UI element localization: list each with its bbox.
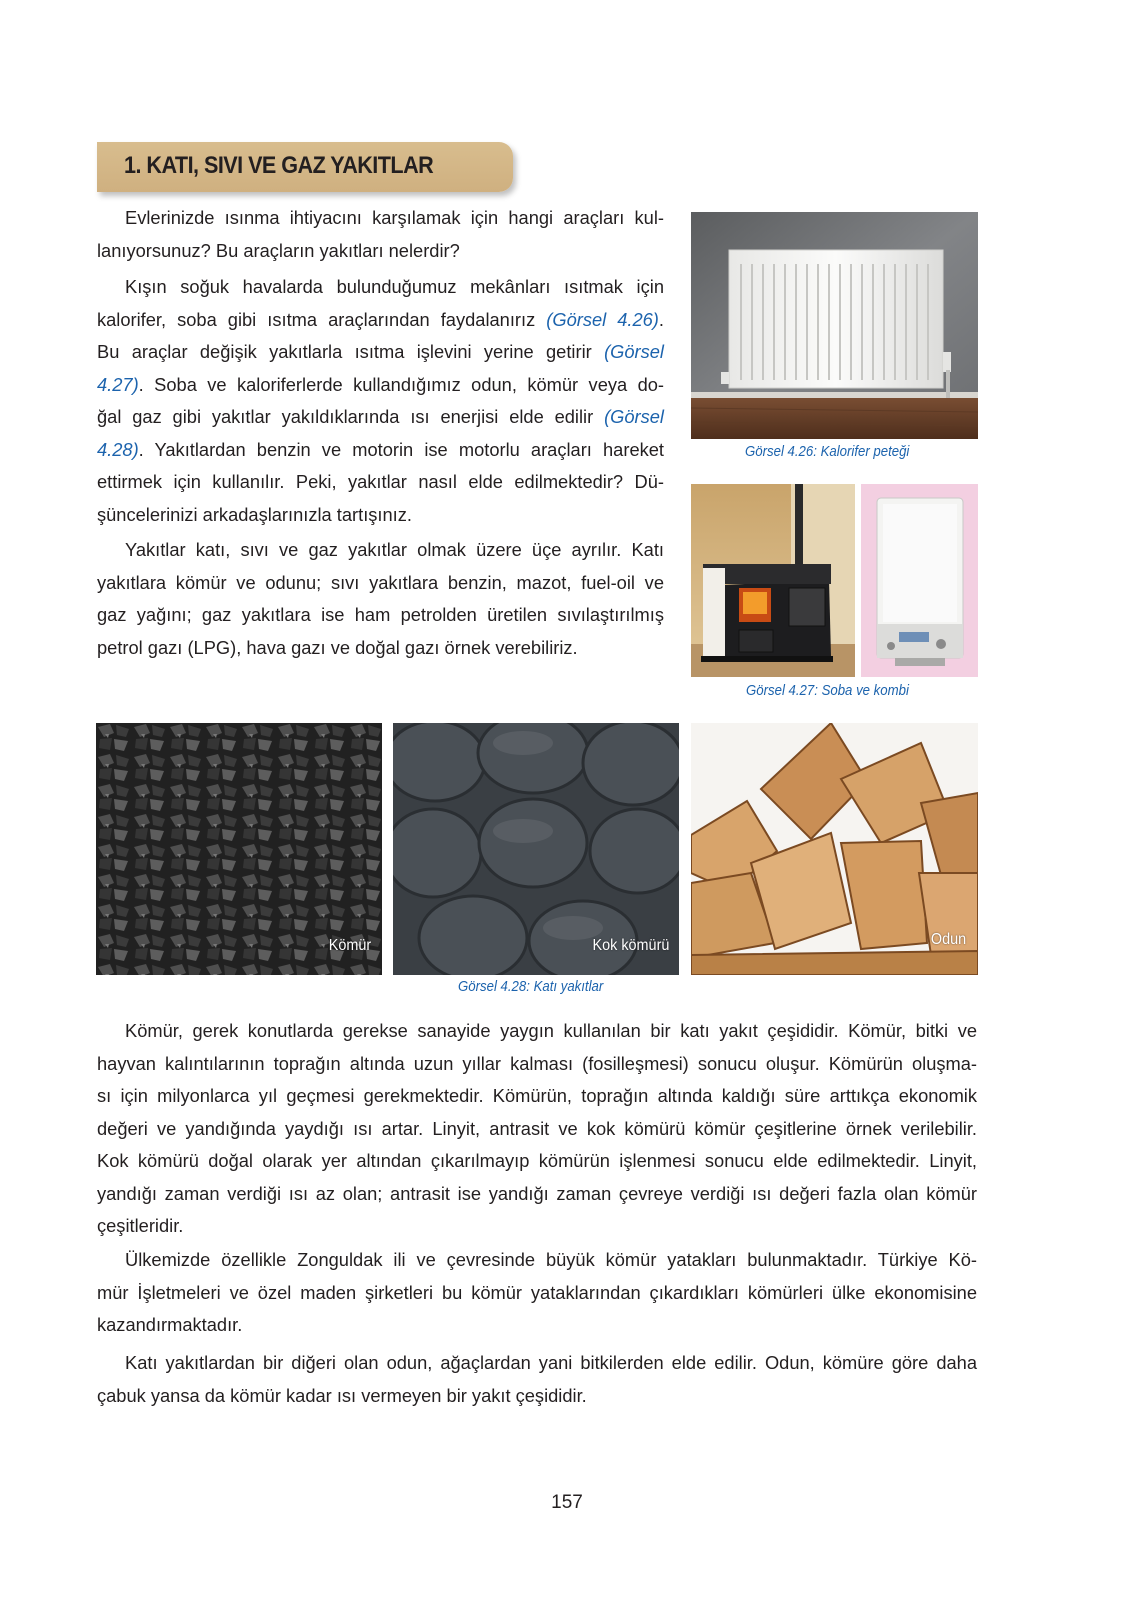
text-line: Kışın soğuk havalarda bulunduğumuz mekânları ısıtmak için bbox=[125, 276, 664, 297]
text-line: kazandırmaktadır. bbox=[97, 1314, 243, 1335]
section-title: 1. KATI, SIVI VE GAZ YAKITLAR bbox=[124, 152, 434, 179]
text-line: Evlerinizde ısınma ihtiyacını karşılamak için hangi araçları kul- bbox=[125, 207, 664, 228]
text-line: ğal gaz gibi yakıtlar yakıldıklarında ısı enerjisi elde edilir (Görsel bbox=[97, 406, 664, 427]
text-line: mür İşletmeleri ve özel maden şirketleri bu kömür yataklarından çıkardıkları kömürleri ülke ekonomisine bbox=[97, 1281, 977, 1303]
text-line: değeri ve yandığında yaydığı ısı artar. Linyit, antrasit ve kok kömürü kömür çeşitlerine örnek verilebilir. bbox=[97, 1117, 977, 1139]
text-line: 4.28). Yakıtlardan benzin ve motorin ise motorlu araçları hareket bbox=[97, 438, 664, 460]
body-paragraph-coal bbox=[97, 1015, 977, 1243]
text-line: yandığı zaman verdiği ısı az olan; antrasit ise yandığı zaman çevreye verdiği ısı değeri fazla olan kömür bbox=[97, 1182, 977, 1204]
text-line: şüncelerinizi arkadaşlarınızla tartışınız. bbox=[97, 503, 412, 525]
text-line: yakıtlara kömür ve odunu; sıvı yakıtlara benzin, mazot, fuel-oil ve bbox=[97, 571, 664, 593]
figure-reference: (Görsel 4.26) bbox=[546, 308, 659, 330]
intro-paragraph-3 bbox=[97, 534, 664, 664]
text-line: çabuk yansa da kömür kadar ısı vermeyen bir yakıt çeşididir. bbox=[97, 1384, 587, 1406]
solid-fuels-caption: Görsel 4.28: Katı yakıtlar bbox=[458, 978, 604, 995]
stove-combi-caption: Görsel 4.27: Soba ve kombi bbox=[746, 682, 909, 699]
text-line: çeşitleridir. bbox=[97, 1215, 184, 1236]
text-line: Kömür, gerek konutlarda gerekse sanayide yaygın kullanılan bir katı yakıt çeşididir. Kömür, bitki ve bbox=[125, 1020, 977, 1041]
text-line: gaz yağını; gaz yakıtlara ise ham petrolden üretilen sıvılaştırılmış bbox=[97, 604, 664, 625]
figure-reference: (Görsel bbox=[604, 341, 664, 362]
text-line: 4.27). Soba ve kaloriferlerde kullandığımız odun, kömür veya do- bbox=[97, 373, 664, 395]
text-line: kalorifer, soba gibi ısıtma araçlarından faydalanırız (Görsel 4.26). bbox=[97, 308, 664, 330]
stove-photo bbox=[691, 484, 855, 677]
text-line: petrol gazı (LPG), hava gazı ve doğal gazı örnek verebiliriz. bbox=[97, 636, 578, 658]
figure-reference: 4.28) bbox=[97, 438, 139, 460]
text-line: Kok kömürü doğal olarak yer altından çıkarılmayıp kömürün işlenmesi sonucu elde edilmektedir. Linyit, bbox=[97, 1150, 977, 1171]
body-paragraph-zonguldak bbox=[97, 1244, 977, 1342]
coke-coal-label: Kok kömürü bbox=[592, 937, 669, 954]
text-line: Ülkemizde özellikle Zonguldak ili ve çevresinde büyük kömür yatakları bulunmaktadır. Türkiye Kö- bbox=[125, 1249, 977, 1270]
radiator-photo bbox=[691, 212, 978, 439]
figure-reference: (Görsel bbox=[604, 406, 664, 427]
coal-label: Kömür bbox=[328, 937, 371, 954]
text-line: lanıyorsunuz? Bu araçların yakıtları nelerdir? bbox=[97, 239, 460, 261]
text-line: hayvan kalıntılarının toprağın altında uzun yıllar kalması (fosilleşmesi) sonucu oluşur. Kömürün oluşma- bbox=[97, 1052, 977, 1074]
text-line: Bu araçlar değişik yakıtlarla ısıtma işlevini yerine getirir (Görsel bbox=[97, 341, 664, 362]
page-number: 157 bbox=[551, 1492, 583, 1513]
figure-reference: 4.27) bbox=[97, 373, 139, 395]
text-line: ettirmek için kullanılır. Peki, yakıtlar nasıl elde edilmektedir? Dü- bbox=[97, 471, 664, 492]
intro-paragraph-1 bbox=[97, 202, 664, 267]
firewood-label: Odun bbox=[930, 931, 966, 948]
combi-boiler-photo bbox=[861, 484, 978, 677]
intro-paragraph-2 bbox=[97, 271, 664, 531]
text-line: sı için milyonlarca yıl geçmesi gerekmektedir. Kömürün, toprağın altında kaldığı süre arttıkça ekonomik bbox=[97, 1085, 977, 1106]
body-paragraph-wood bbox=[97, 1347, 977, 1412]
text-line: Yakıtlar katı, sıvı ve gaz yakıtlar olmak üzere üçe ayrılır. Katı bbox=[125, 539, 664, 560]
radiator-caption: Görsel 4.26: Kalorifer peteği bbox=[745, 443, 910, 460]
text-line: Katı yakıtlardan bir diğeri olan odun, ağaçlardan yani bitkilerden elde edilir. Odun, kömüre göre daha bbox=[125, 1352, 977, 1373]
